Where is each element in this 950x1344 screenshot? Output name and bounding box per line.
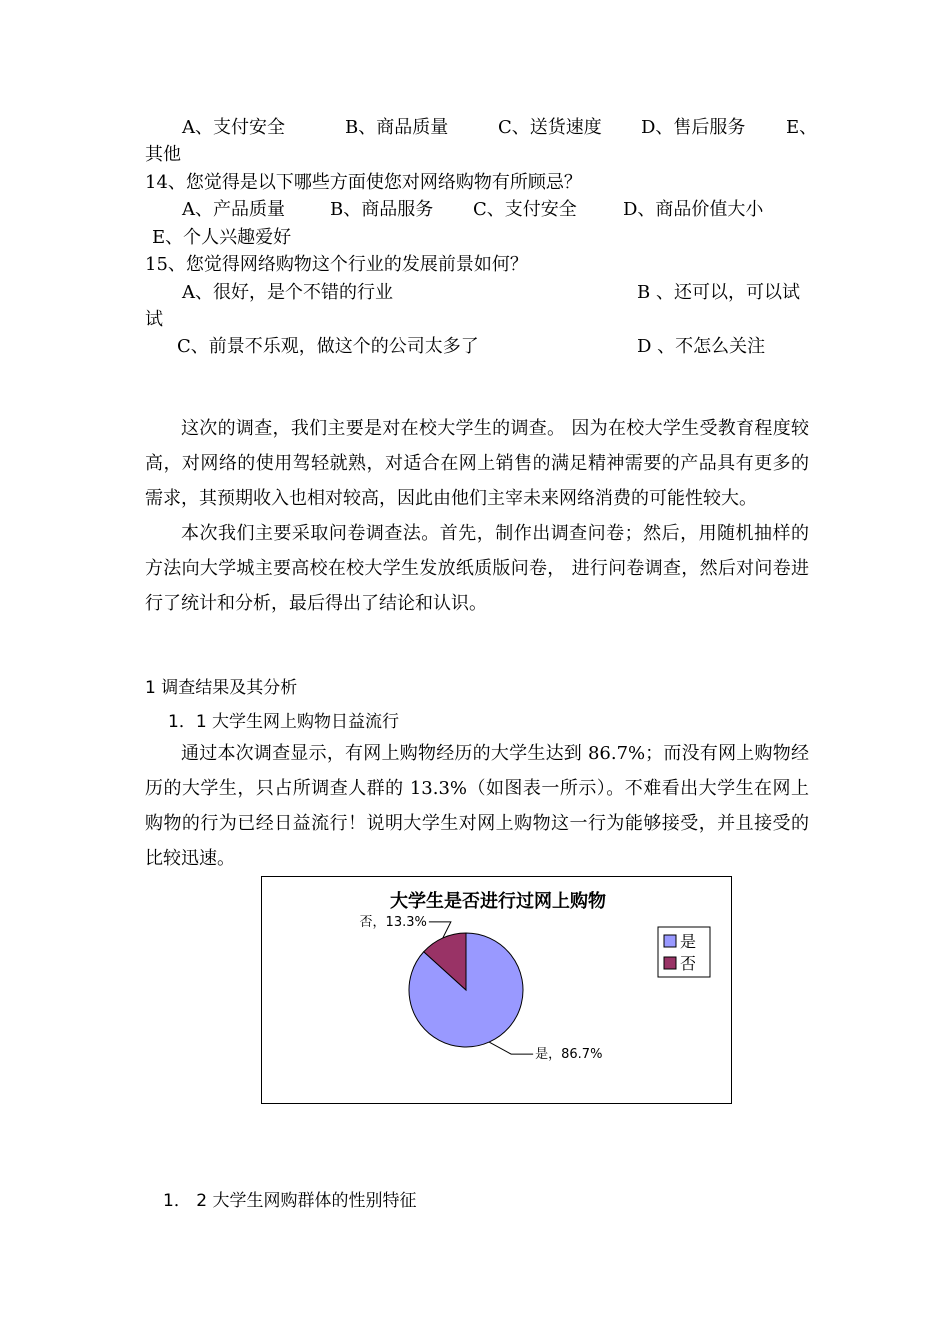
pie-leader-line-1 [489,1042,533,1054]
q15-option-c: C、前景不乐观，做这个的公司太多了 [177,336,479,357]
legend-swatch-2 [664,957,676,969]
q13-option-e-end: 其他 [145,144,181,165]
subsection-1-1-title: 1．1 大学生网上购物日益流行 [168,712,400,732]
q15-question: 15、您觉得网络购物这个行业的发展前景如何？ [145,254,528,275]
pie-chart-figure [261,876,732,1104]
intro-paragraph-2: 本次我们主要采取问卷调查法。首先，制作出调查问卷；然后，用随机抽样的方法向大学城主要高校在校大学生发放纸质版问卷， 进行问卷调查，然后对问卷进行了统计和分析，最后得出了结论和认识。 [145,523,809,614]
q14-option-b: B、商品服务 [330,199,434,220]
q13-option-b: B、商品质量 [345,117,449,138]
q14-option-a: A、产品质量 [182,199,285,220]
q13-option-e-start: E、 [786,117,818,138]
legend-label-2: 否 [680,954,697,973]
q14-option-e: E、个人兴趣爱好 [152,227,292,248]
subsection-1-1-paragraph: 通过本次调查显示，有网上购物经历的大学生达到 86.7%；而没有网上购物经历的大学生，只占所调查人群的 13.3%（如图表一所示）。不难看出大学生在网上购物的行为已经日益流行！说明大学生对网上购物这一行为能够接受，并且接受的比较迅速。 [145,743,809,869]
q13-option-c: C、送货速度 [498,117,602,138]
q14-option-c: C、支付安全 [473,199,577,220]
subsection-1-2-title: 1． 2 大学生网购群体的性别特征 [163,1191,417,1211]
subsection-1-1-body [145,736,809,876]
q15-option-a: A、很好，是个不错的行业 [182,282,393,303]
section-1-title: 1 调查结果及其分析 [145,678,298,698]
q15-option-b-end: 试 [145,309,163,330]
q14-option-d: D、商品价值大小 [623,199,764,220]
legend-label-1: 是 [680,932,697,951]
q13-option-d: D、售后服务 [641,117,746,138]
pie-chart [262,877,731,1103]
q13-option-a: A、支付安全 [182,117,285,138]
q14-question: 14、您觉得是以下哪些方面使您对网络购物有所顾忌？ [145,172,582,193]
q15-option-b-start: B 、还可以，可以试 [637,282,800,303]
q15-option-d: D 、不怎么关注 [637,336,766,357]
legend-swatch-1 [664,935,676,947]
pie-data-label-1: 是，86.7% [535,1047,603,1063]
pie-data-label-2: 否，13.3% [359,914,427,930]
intro-paragraph-1: 这次的调查，我们主要是对在校大学生的调查。 因为在校大学生受教育程度较高，对网络的使用驾轻就熟，对适合在网上销售的满足精神需要的产品具有更多的需求，其预期收入也相对较高，因此由他们主宰未来网络消费的可能性较大。 [145,418,809,509]
chart-title: 大学生是否进行过网上购物 [390,891,606,912]
intro-section [145,411,809,621]
